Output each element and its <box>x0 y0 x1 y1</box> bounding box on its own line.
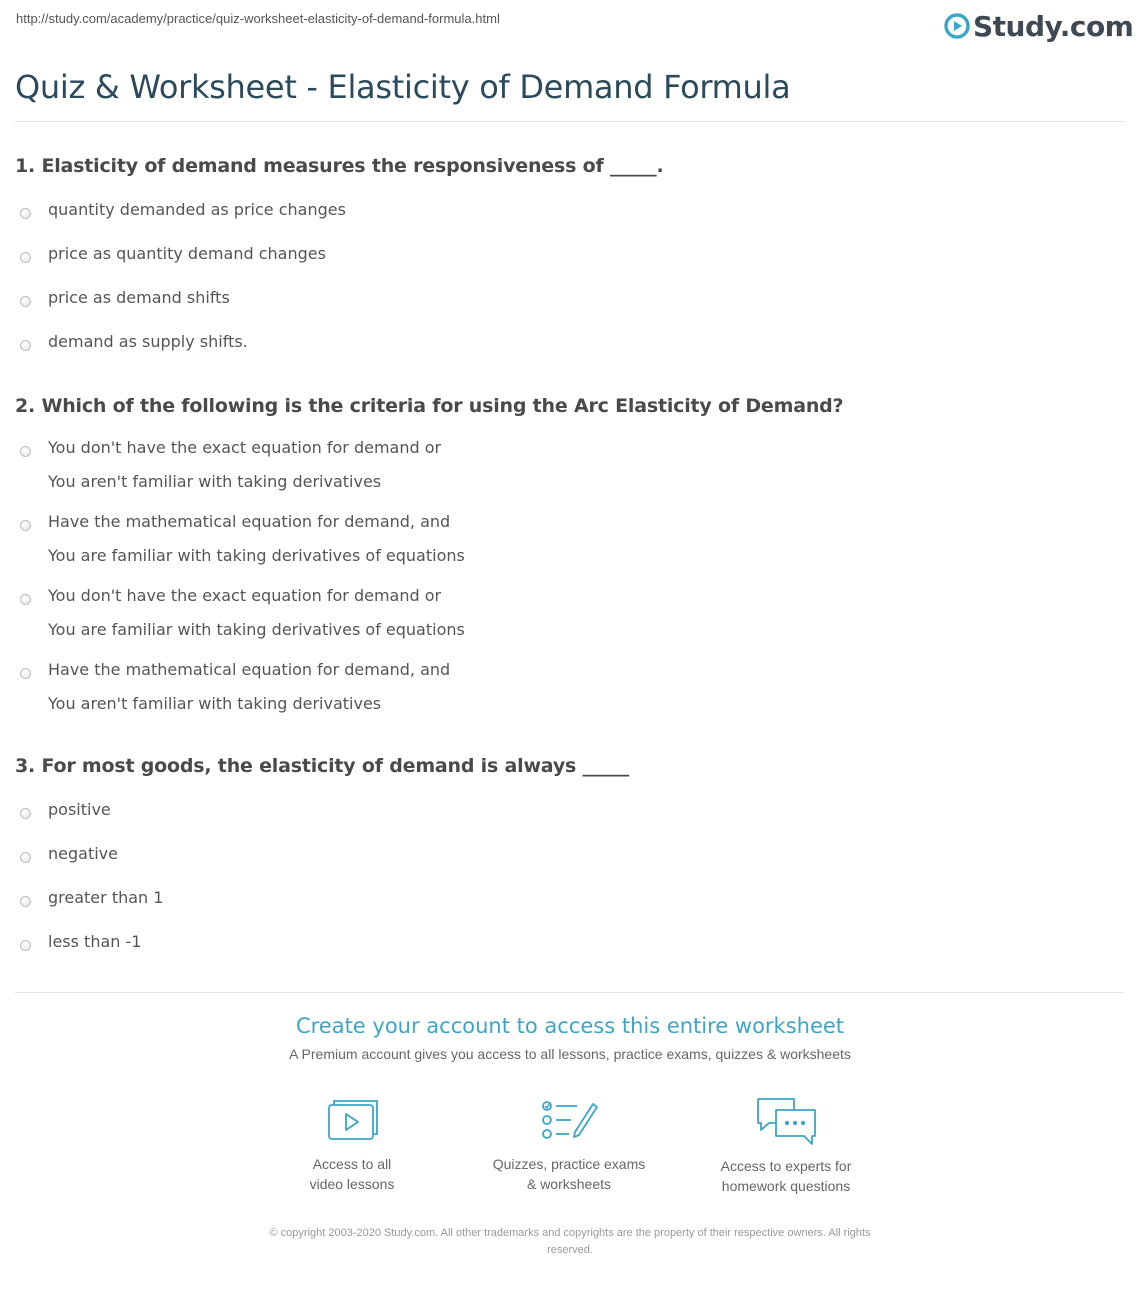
choice-text: Have the mathematical equation for demand, and You are familiar with taking derivatives of equations <box>48 512 465 565</box>
logo-text: Study.com <box>973 9 1134 43</box>
feature-label: Access to experts for <box>720 1158 852 1174</box>
radio-button[interactable] <box>20 296 31 307</box>
question-1-text: 1. Elasticity of demand measures the responsiveness of _____. <box>15 155 664 177</box>
question-2-text: 2. Which of the following is the criteria for using the Arc Elasticity of Demand? <box>15 395 844 417</box>
feature-label: & worksheets <box>526 1176 612 1192</box>
feature-quizzes <box>469 1096 669 1194</box>
footer-line: © copyright 2003-2020 Study.com. All other trademarks and copyrights are the property of their respective owners. All rights <box>269 1227 871 1239</box>
radio-button[interactable] <box>20 852 31 863</box>
choice-text: You don't have the exact equation for demand or You are familiar with taking derivatives of equations <box>48 586 465 639</box>
radio-button[interactable] <box>20 594 31 605</box>
cta-title-link[interactable]: Create your account to access this entire worksheet <box>295 1014 845 1038</box>
page-title: Quiz & Worksheet - Elasticity of Demand Formula <box>15 68 791 106</box>
question-3-choice-4[interactable] <box>20 932 142 959</box>
question-2-choice-4[interactable] <box>20 660 451 721</box>
video-lesson-icon <box>325 1096 379 1144</box>
feature-label: video lessons <box>309 1176 395 1192</box>
choice-text: positive <box>48 800 111 819</box>
radio-button[interactable] <box>20 340 31 351</box>
radio-button[interactable] <box>20 896 31 907</box>
question-1-choice-3[interactable] <box>20 288 230 315</box>
quiz-checklist-icon <box>539 1096 599 1144</box>
radio-button[interactable] <box>20 208 31 219</box>
choice-text: greater than 1 <box>48 888 164 907</box>
choice-text: less than -1 <box>48 932 142 951</box>
copyright-footer <box>215 1225 925 1259</box>
study-logo[interactable] <box>944 6 1133 46</box>
question-3-choice-2[interactable] <box>20 844 118 871</box>
cta-divider <box>15 992 1124 993</box>
question-2-choice-1[interactable] <box>20 438 442 499</box>
choice-text: demand as supply shifts. <box>48 332 248 351</box>
feature-experts <box>686 1096 886 1196</box>
question-1-choice-2[interactable] <box>20 244 326 271</box>
radio-button[interactable] <box>20 808 31 819</box>
radio-button[interactable] <box>20 252 31 263</box>
feature-video-lessons <box>252 1096 452 1194</box>
question-2-choice-2[interactable] <box>20 512 465 573</box>
radio-button[interactable] <box>20 446 31 457</box>
choice-text: Have the mathematical equation for demand, and You aren't familiar with taking derivatives <box>48 660 451 713</box>
feature-label: homework questions <box>721 1178 851 1194</box>
question-1-choice-4[interactable] <box>20 332 248 359</box>
chat-bubbles-icon <box>754 1096 818 1146</box>
radio-button[interactable] <box>20 520 31 531</box>
choice-text: quantity demanded as price changes <box>48 200 346 219</box>
feature-label: Quizzes, practice exams <box>492 1156 646 1172</box>
question-3-choice-3[interactable] <box>20 888 164 915</box>
radio-button[interactable] <box>20 668 31 679</box>
choice-text: price as demand shifts <box>48 288 230 307</box>
feature-label: Access to all <box>312 1156 392 1172</box>
question-2-choice-3[interactable] <box>20 586 465 647</box>
radio-button[interactable] <box>20 940 31 951</box>
question-1-choice-1[interactable] <box>20 200 346 227</box>
choice-text: price as quantity demand changes <box>48 244 326 263</box>
page-url: http://study.com/academy/practice/quiz-worksheet-elasticity-of-demand-formula.html <box>16 11 500 26</box>
choice-text: negative <box>48 844 118 863</box>
footer-line: reserved. <box>547 1244 593 1256</box>
title-divider <box>15 121 1124 122</box>
cta-subtitle: A Premium account gives you access to all lessons, practice exams, quizzes & worksheets <box>289 1046 851 1062</box>
question-3-choice-1[interactable] <box>20 800 111 827</box>
play-circle-icon <box>944 13 970 39</box>
question-3-text: 3. For most goods, the elasticity of demand is always _____ <box>15 755 630 777</box>
choice-text: You don't have the exact equation for demand or You aren't familiar with taking derivatives <box>48 438 442 491</box>
